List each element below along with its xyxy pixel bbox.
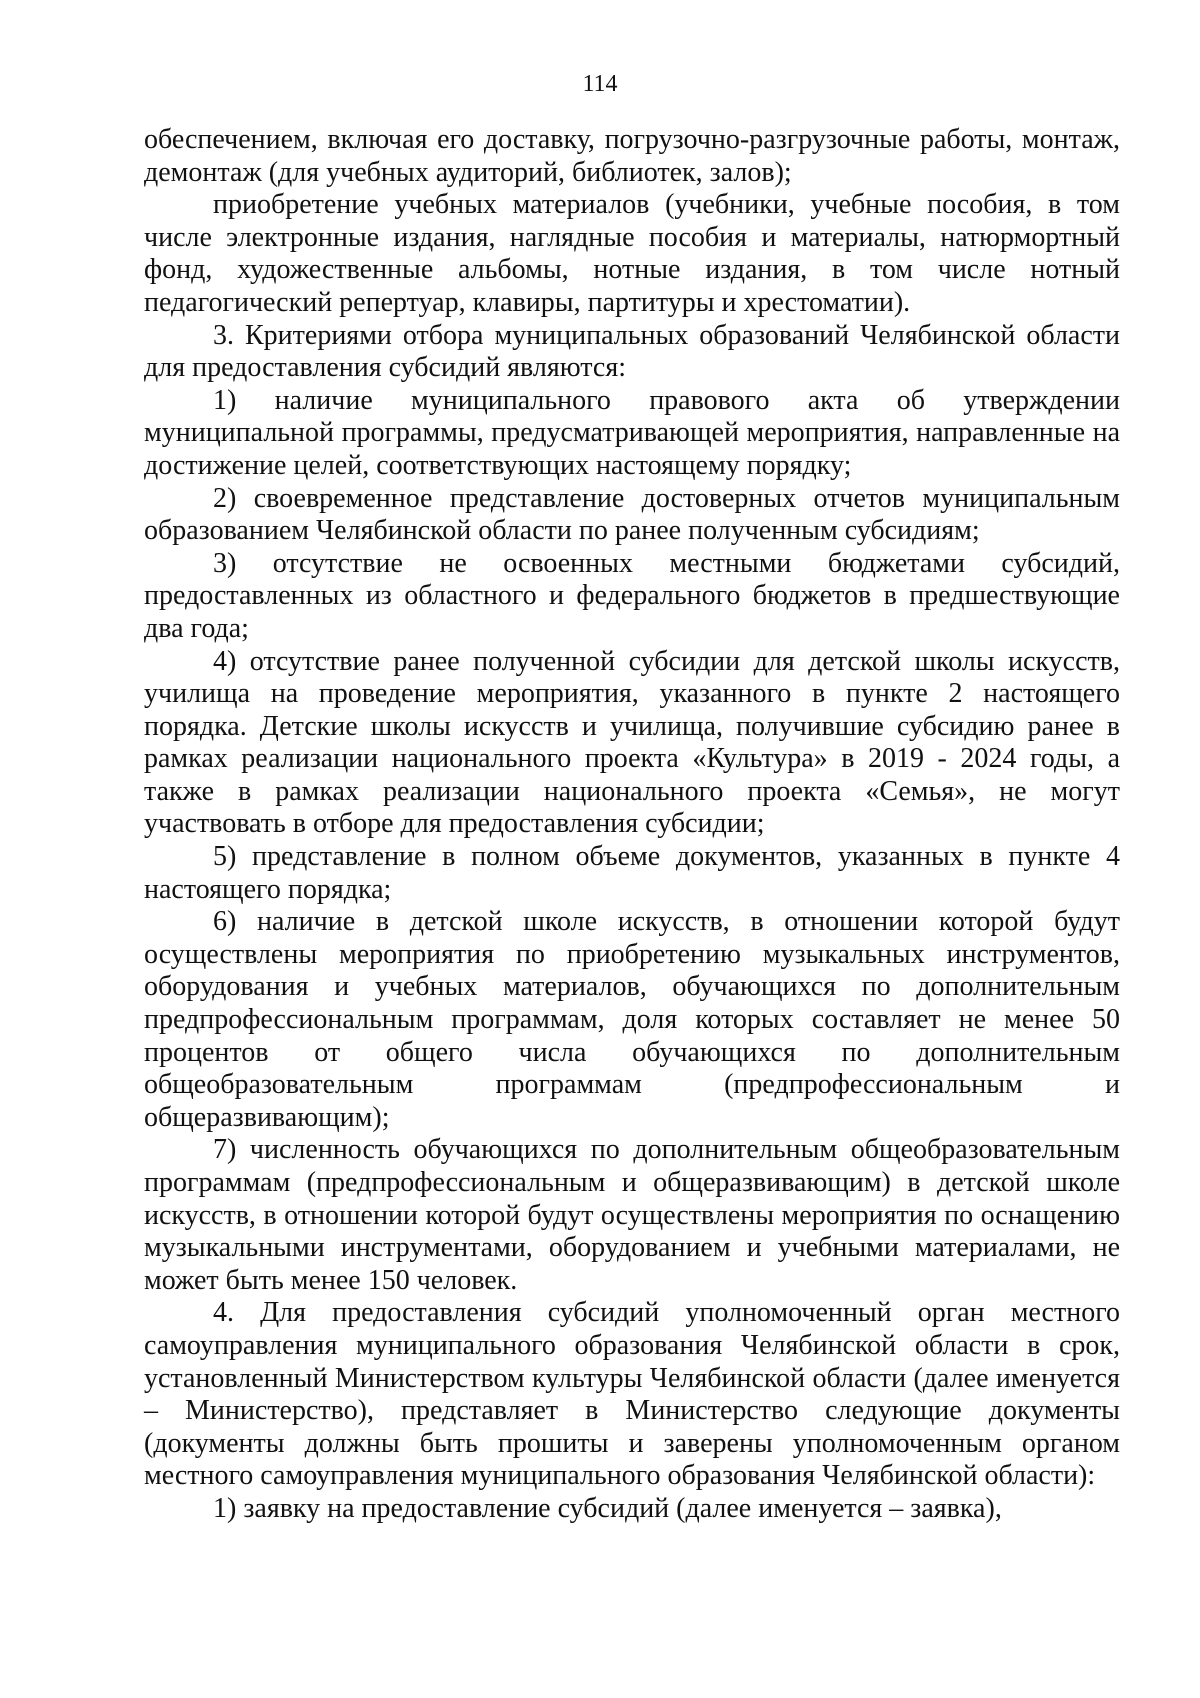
page-number: 114 — [582, 71, 618, 97]
paragraph: 1) заявку на предоставление субсидий (далее именуется – заявка), — [213, 1492, 1002, 1524]
paragraph: 3) отсутствие не освоенных местными бюджетами субсидий, предоставленных из областного и федерального бюджетов в предшествующие два года; — [144, 547, 1120, 644]
paragraph: 4. Для предоставления субсидий уполномоченный орган местного самоуправления муниципального образования Челябинской области в срок, установленный Министерством культуры Челябинской области (далее именуется – Министерство), представляет в Министерство следующие документы (документы должны быть прошиты и заверены уполномоченным органом местного самоуправления муниципального образования Челябинской области): — [144, 1297, 1120, 1492]
paragraph: обеспечением, включая его доставку, погрузочно-разгрузочные работы, монтаж, демонтаж (для учебных аудиторий, библиотек, залов); — [144, 124, 1120, 188]
paragraph: 3. Критериями отбора муниципальных образований Челябинской области для предоставления субсидий являются: — [144, 319, 1120, 384]
paragraph: приобретение учебных материалов (учебники, учебные пособия, в том числе электронные издания, наглядные пособия и материалы, натюрмортный фонд, художественные альбомы, нотные издания, в том числе нотный педагогический репертуар, клавиры, партитуры и хрестоматии). — [144, 189, 1120, 318]
paragraph: 2) своевременное представление достоверных отчетов муниципальным образованием Челябинской области по ранее полученным субсидиям; — [144, 482, 1120, 547]
paragraph: 7) численность обучающихся по дополнительным общеобразовательным программам (предпрофессиональным и общеразвивающим) в детской школе искусств, в отношении которой будут осуществлены мероприятия по оснащению музыкальными инструментами, оборудованием и учебными материалами, не может быть менее 150 человек. — [144, 1134, 1120, 1296]
paragraph: 4) отсутствие ранее полученной субсидии для детской школы искусств, училища на проведение мероприятия, указанного в пункте 2 настоящего порядка. Детские школы искусств и училища, получившие субсидию ранее в рамках реализации национального проекта «Культура» в 2019 - 2024 годы, а также в рамках реализации национального проекта «Семья», не могут участвовать в отборе для предоставления субсидии; — [144, 645, 1120, 840]
paragraph: 1) наличие муниципального правового акта об утверждении муниципальной программы, предусматривающей мероприятия, направленные на достижение целей, соответствующих настоящему порядку; — [144, 384, 1120, 481]
paragraph: 6) наличие в детской школе искусств, в отношении которой будут осуществлены мероприятия по приобретению музыкальных инструментов, оборудования и учебных материалов, обучающихся по дополнительным предпрофессиональным программам, доля которых составляет не менее 50 процентов от общего числа обучающихся по дополнительным общеобразовательным программам (предпрофессиональным и общеразвивающим); — [144, 906, 1120, 1133]
document-body — [144, 124, 1120, 1526]
paragraph: 5) представление в полном объеме документов, указанных в пункте 4 настоящего порядка; — [144, 841, 1120, 905]
